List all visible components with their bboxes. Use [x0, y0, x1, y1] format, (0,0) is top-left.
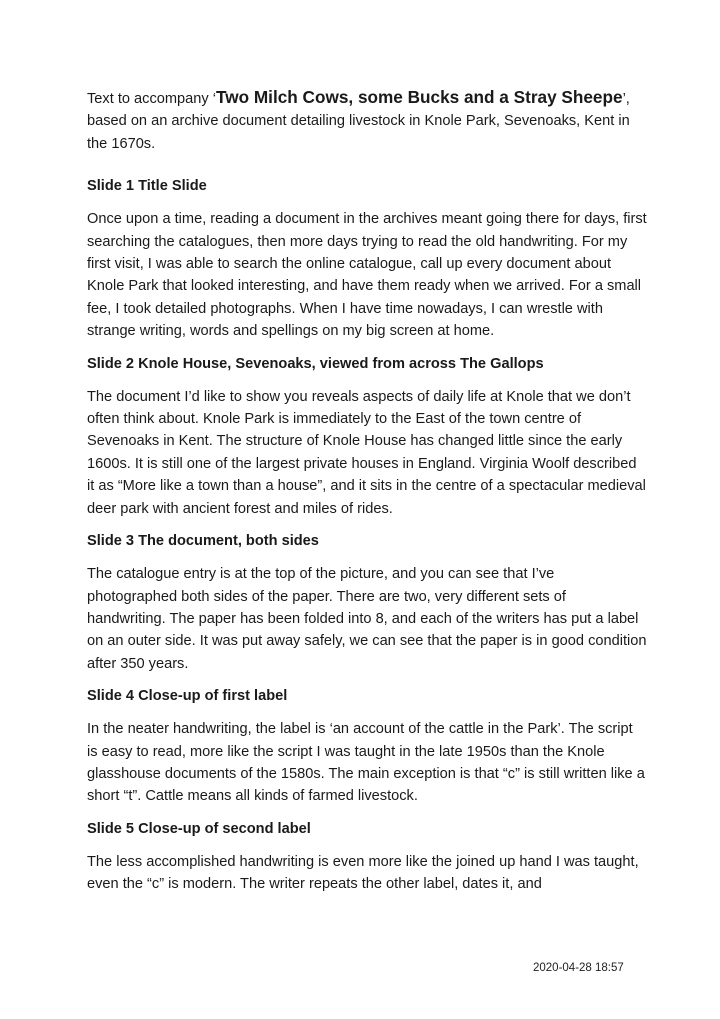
slide-heading: Slide 5 Close-up of second label: [87, 820, 311, 837]
slide-text: The document I’d like to show you reveals aspects of daily life at Knole that we don’t often think about. Knole Park is immediately to the East of the town centre of Sevenoaks in Kent. The structure of Knole House has changed little since the early 1600s. It is still one of the largest private houses in England. Virginia Woolf described it as “More like a town than a house”, and it sits in the centre of a spectacular medieval deer park with ancient forest and miles of rides.: [87, 388, 646, 517]
intro-suffix: ’, based on an archive document detailing livestock in Knole Park, Sevenoaks, Kent in the 1670s.: [87, 91, 630, 152]
footer-timestamp: 2020-04-28 18:57: [533, 962, 624, 974]
intro-prefix: Text to accompany ‘: [87, 91, 216, 107]
slide-section-4: [87, 685, 647, 808]
document-title: Two Milch Cows, some Bucks and a Stray Sheepe: [215, 87, 623, 107]
slide-text: The less accomplished handwriting is even more like the joined up hand I was taught, even the “c” is modern. The writer repeats the other label, dates it, and: [87, 853, 639, 893]
slide-heading: Slide 1 Title Slide: [87, 178, 207, 195]
slide-section-5: [87, 818, 647, 896]
slide-heading: Slide 3 The document, both sides: [87, 533, 319, 550]
slide-heading: Slide 4 Close-up of first label: [87, 688, 288, 705]
slide-text: In the neater handwriting, the label is ‘an account of the cattle in the Park’. The script is easy to read, more like the script I was taught in the late 1950s than the Knole glasshouse documents of the 1580s. The main exception is that “c” is still written like a short “t”. Cattle means all kinds of farmed livestock.: [87, 721, 645, 805]
slide-text: Once upon a time, reading a document in the archives meant going there for days, first searching the catalogues, then more days trying to read the old handwriting. For my first visit, I was able to search the online catalogue, call up every document about Knole Park that looked interesting, and have them ready when we arrived. For a small fee, I took detailed photographs. When I have time nowadays, I can wrestle with strange writing, words and spellings on my big screen at home.: [87, 211, 647, 340]
slide-text: The catalogue entry is at the top of the picture, and you can see that I’ve photographed both sides of the paper. There are two, very different sets of handwriting. The paper has been folded into 8, and each of the writers has put a label on an outer side. It was put away safely, we can see that the paper is in good condition after 350 years.: [87, 566, 647, 672]
intro-paragraph: [87, 86, 647, 155]
slide-section-2: [87, 353, 647, 520]
slide-section-3: [87, 530, 647, 675]
document-page: [87, 86, 647, 906]
slide-heading: Slide 2 Knole House, Sevenoaks, viewed from across The Gallops: [87, 355, 544, 372]
slide-section-1: [87, 175, 647, 342]
